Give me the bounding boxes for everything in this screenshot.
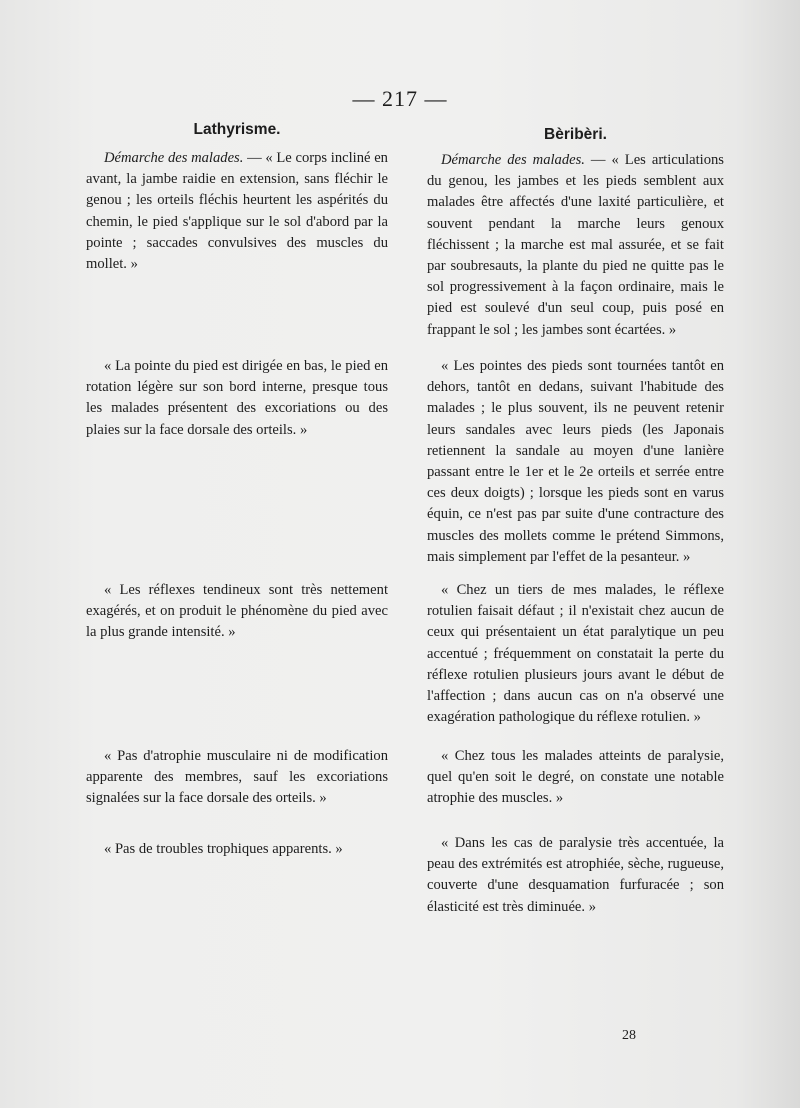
- page-number: — 217 —: [352, 86, 448, 111]
- left-paragraph-gait: [86, 148, 388, 275]
- left-paragraph-foot-position: « La pointe du pied est dirigée en bas, le pied en rotation légère sur son bord interne, presque tous les malades présentent des excoriations ou des plaies sur la face dorsale des orteils. »: [86, 358, 388, 438]
- right-paragraph-gait: [427, 150, 724, 341]
- left-paragraph-trophic: « Pas de troubles trophiques apparents. »: [104, 841, 343, 857]
- left-column-heading: Lathyrisme.: [193, 121, 281, 138]
- left-gait-lead: Démarche des malades.: [104, 150, 244, 166]
- right-gait-text: — « Les articulations du genou, les jambes et les pieds semblent aux malades être affectés d'une laxité particulière, et souvent pendant la marche leurs genoux fléchissent ; la marche est mal assurée, et se fait par soubresauts, la plante du pied ne quitte pas le sol progressivement à la façon ordinaire, mais le pied est soulevé d'un seul coup, puis posé en frappant le sol ; les jambes sont écartées. »: [427, 152, 724, 338]
- left-paragraph-reflexes: « Les réflexes tendineux sont très nettement exagérés, et on produit le phénomène du pied avec la plus grande intensité. »: [86, 582, 388, 641]
- right-paragraph-foot-position: « Les pointes des pieds sont tournées tantôt en dehors, tantôt en dedans, suivant l'habitude des malades ; le plus souvent, ils ne peuvent retenir leurs sandales avec leurs pieds (les Japonais retiennent la sandale au moyen d'une lanière passant entre le 1er et le 2e orteils et serrée entre ces deux doigts) ; lorsque les pieds sont en varus équin, ce n'est pas par suite d'une contracture des muscles des mollets comme le prétend Simmons, mais simplement par l'effet de la pesanteur. »: [427, 358, 724, 565]
- left-gait-text: — « Le corps incliné en avant, la jambe raidie en extension, sans fléchir le genou ; les orteils fléchis heurtent les aspérités du chemin, le pied s'applique sur le sol d'abord par la pointe ; saccades convulsives des muscles du mollet. »: [86, 150, 388, 273]
- right-paragraph-reflexes: « Chez un tiers de mes malades, le réflexe rotulien faisait défaut ; il n'existait chez aucun de ceux qui présentaient un état paralytique un peu accentué ; fréquemment on constatait la perte du réflexe rotulien plusieurs jours avant le début de l'affection ; dans aucun cas on n'a observé une exagération pathologique du réflexe rotulien. »: [427, 582, 724, 726]
- right-column-heading: Bèribèri.: [544, 126, 607, 143]
- right-paragraph-skin: « Dans les cas de paralysie très accentuée, la peau des extrémités est atrophiée, sèche, rugueuse, couverte d'une desquamation furfuracée ; son élasticité est très diminuée. »: [427, 835, 724, 915]
- signature-mark: 28: [622, 1028, 636, 1043]
- left-paragraph-atrophy: « Pas d'atrophie musculaire ni de modification apparente des membres, sauf les excoriations signalées sur la face dorsale des orteils. »: [86, 748, 388, 807]
- right-gait-lead: Démarche des malades.: [441, 152, 585, 168]
- right-paragraph-atrophy: « Chez tous les malades atteints de paralysie, quel qu'en soit le degré, on constate une notable atrophie des muscles. »: [427, 748, 724, 807]
